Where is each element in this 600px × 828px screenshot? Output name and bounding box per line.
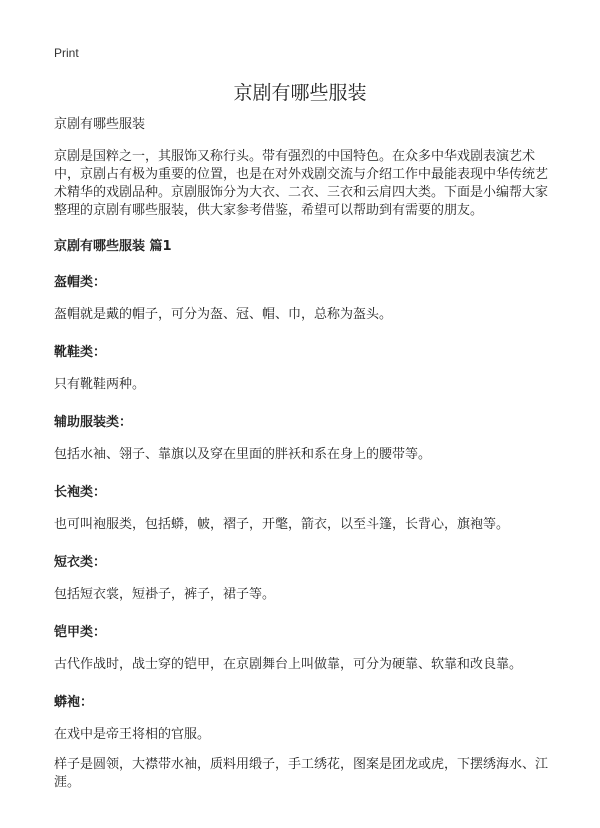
- intro-paragraph: 京剧是国粹之一，其服饰又称行头。带有强烈的中国特色。在众多中华戏剧表演艺术中，京剧占有极为重要的位置，也是在对外戏剧交流与介绍工作中最能表现中华传统艺术精华的戏剧品种。京剧服饰分为大衣、二衣、三衣和云肩四大类。下面是小编帮大家整理的京剧有哪些服装，供大家参考借鉴，希望可以帮助到有需要的朋友。: [54, 149, 549, 218]
- item-body-accessories: 包括水袖、翎子、靠旗以及穿在里面的胖袄和系在身上的腰带等。: [54, 447, 432, 462]
- item-body-helmet: 盔帽就是戴的帽子，可分为盔、冠、帽、巾，总称为盔头。: [54, 307, 393, 322]
- item-body-short-clothes: 包括短衣裳，短褂子，裤子，裙子等。: [54, 587, 276, 602]
- item-heading-armor: 铠甲类：: [54, 625, 107, 640]
- item-heading-boots: 靴鞋类：: [54, 345, 107, 360]
- item-heading-short-clothes: 短衣类：: [54, 555, 107, 570]
- item-body-boots: 只有靴鞋两种。: [54, 377, 146, 392]
- item-heading-python-robe: 蟒袍：: [54, 695, 94, 710]
- section-heading: 京剧有哪些服装 篇1: [54, 239, 172, 254]
- print-link[interactable]: Print: [54, 46, 79, 60]
- item-heading-helmet: 盔帽类：: [54, 275, 107, 290]
- page-title: 京剧有哪些服装: [233, 82, 367, 104]
- item-heading-accessories: 辅助服装类：: [54, 415, 133, 430]
- item-heading-robes: 长袍类：: [54, 485, 107, 500]
- item-body-armor: 古代作战时，战士穿的铠甲，在京剧舞台上叫做靠，可分为硬靠、软靠和改良靠。: [54, 657, 523, 672]
- document-subtitle: 京剧有哪些服装: [54, 117, 146, 132]
- extra-paragraph: 样子是圆领，大襟带水袖，质料用缎子，手工绣花，图案是团龙或虎，下摆绣海水、江涯。: [54, 757, 549, 790]
- item-body-python-robe: 在戏中是帝王将相的官服。: [54, 727, 211, 742]
- document-content: [54, 116, 548, 792]
- item-body-robes: 也可叫袍服类，包括蟒，帔，褶子，开氅，箭衣，以至斗篷，长背心，旗袍等。: [54, 517, 510, 532]
